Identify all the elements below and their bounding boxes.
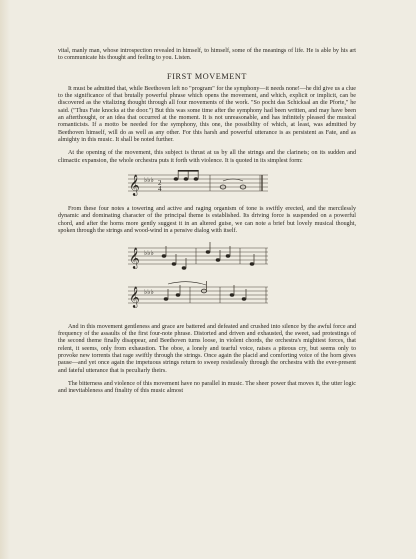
paragraph-4: And in this movement gentleness and grace are battered and defeated and crushed into silence by the awful force and frequency of the assaults of the first four-note phrase. Distorted and driven and exhausted, the sweet, sad protestings of the second theme finally disappear, and Beethoven turns loose, in violent chords, the orchestra's mightiest forces, that relent, it seems, only from exhaustion. The oboe, a lonely and tearful voice, raises a piteous cry, but seems only to provoke new torrents that rage swiftly through the strings. Once again the placid and comforting voice of the horn gives pause—and yet once again the impetuous strings return to sweep resistlessly through the orchestra with the ever-present and fateful utterance that is peculiarly theirs. xyxy=(58,323,356,374)
paragraph-2: At the opening of the movement, this subject is thrust at us by all the strings and the clarinets; on its sudden and climactic expansion, the whole orchestra puts it forth with violence. It is quoted in its simplest form: xyxy=(58,150,356,164)
svg-text:𝄞: 𝄞 xyxy=(129,286,140,308)
paragraph-1: It must be admitted that, while Beethoven left no "program" for the symphony—it needs none!—he did give us a clue to the significance of that brutally powerful phrase which opens the movement, and which, explicit or implicit, can be discovered as the vitalizing thought through all four movements of the work. "So pocht das Schicksal an die Pforte," he said. ("Thus Fate knocks at the door.") But this was some time after the symphony had been written, and may have been an afterthought, or an idea that occurred at the moment. It is not unreasonable, and has infinitely pleased the musical romanticists. If a motto be needed for the symphony, this one, the possibility of which, at least, was admitted by Beethoven himself, will do as well as any other. For this harsh and powerful utterance is as persistent as Fate, and as almighty in this music. It shall be noted further. xyxy=(58,85,356,144)
svg-text:𝄞: 𝄞 xyxy=(129,247,140,269)
svg-text:♭♭♭: ♭♭♭ xyxy=(144,248,154,257)
svg-text:2: 2 xyxy=(158,179,162,188)
section-heading: FIRST MOVEMENT xyxy=(167,71,247,81)
svg-text:♭♭♭: ♭♭♭ xyxy=(144,176,154,185)
paragraph-5: The bitterness and violence of this movement have no parallel in music. The sheer power that moves it, the utter logic and inevitableness and finality of this music almost xyxy=(58,380,356,395)
music-example-2 xyxy=(128,242,356,277)
music-example-3 xyxy=(128,281,356,316)
svg-text:𝄞: 𝄞 xyxy=(129,175,140,197)
svg-text:♭♭♭: ♭♭♭ xyxy=(144,287,154,296)
intro-paragraph: vital, manly man, whose introspection revealed in himself, to himself, some of the meanings of life. He is able by his art to communicate his thought and feeling to you. Listen. xyxy=(58,48,356,62)
paragraph-3: From these four notes a towering and active and raging organism of tone is swiftly erected, and the mercilessly dynamic and dominating character of the principal theme is established. Its driving force is suspended on a powerful chord, and after the horns more gently suggest it in an altered guise, we can note a brief but lovely musical thought, spoken through the strings and wood-wind in a pensive dialog with itself. xyxy=(58,206,356,235)
svg-text:4: 4 xyxy=(158,185,162,194)
music-example-1 xyxy=(128,169,356,202)
